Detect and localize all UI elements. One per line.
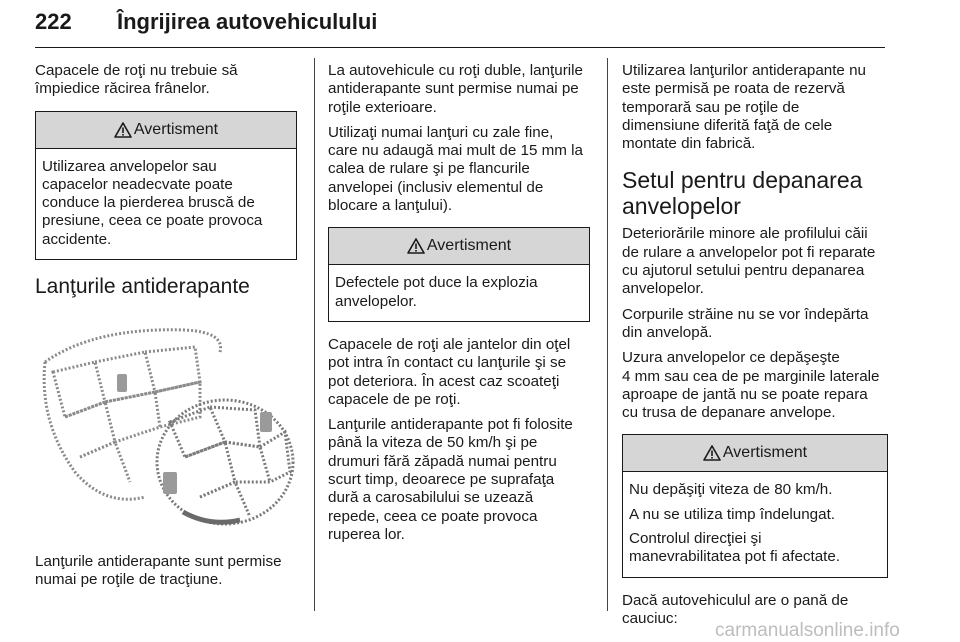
illustration-caption: Lanţurile antiderapante sunt permise numai pe roţile de tracţiune. bbox=[35, 553, 282, 589]
column-3 bbox=[622, 62, 888, 635]
paragraph-minor-damage: Deteriorările minore ale profilului căii de rulare a anvelopelor pot fi reparate cu ajutorul setului pentru depanarea anvelopelor. bbox=[622, 225, 876, 298]
section-heading-snow-chains: Lanţurile antiderapante bbox=[35, 275, 250, 299]
warning-box-1 bbox=[35, 111, 297, 260]
column-1 bbox=[35, 62, 297, 597]
warning-header bbox=[36, 112, 296, 149]
warning-triangle-icon bbox=[703, 445, 721, 461]
warning-body bbox=[623, 472, 887, 576]
page-number: 222 bbox=[35, 9, 72, 34]
snow-chains-illustration bbox=[35, 322, 297, 534]
warning-body bbox=[329, 265, 589, 321]
warning-line-speed: Nu depăşiţi viteza de 80 km/h. bbox=[629, 481, 833, 499]
paragraph-hub-caps: Capacele de roţi ale jantelor din oţel pot intra în contact cu lanţurile şi se pot deteriora. În acest caz scoateţi capacele de pe roţi. bbox=[328, 335, 571, 408]
warning-triangle-icon bbox=[407, 238, 425, 254]
paragraph-fine-links: Utilizaţi numai lanţuri cu zale fine, care nu adaugă mai mult de 15 mm la calea de rulare şi pe flancurile anvelopei (inclusiv elementul de blocare a lanţului). bbox=[328, 123, 583, 215]
page-header bbox=[35, 7, 885, 41]
column-2 bbox=[328, 62, 590, 551]
warning-header bbox=[623, 435, 887, 472]
warning-title: Avertisment bbox=[426, 237, 512, 255]
warning-line-duration: A nu se utiliza timp îndelungat. bbox=[629, 505, 836, 523]
warning-box-2 bbox=[328, 227, 590, 322]
warning-title: Avertisment bbox=[133, 120, 219, 138]
paragraph-speed-limit: Lanţurile antiderapante pot fi folosite până la viteza de 50 km/h şi pe drumuri fără zăpadă numai pentru scurt timp, deoarece pe suprafaţa dură a carosabilului se uzează repede, ceea ce poate provoca ruperea lor. bbox=[328, 416, 573, 543]
warning-header bbox=[329, 228, 589, 265]
warning-triangle-icon bbox=[114, 122, 132, 138]
paragraph-puncture: Dacă autovehiculul are o pană de cauciuc: bbox=[622, 591, 849, 627]
paragraph-dual-wheels: La autovehicule cu roţi duble, lanţurile antiderapante sunt permise numai pe roţile exterioare. bbox=[328, 62, 583, 116]
column-divider-2 bbox=[607, 58, 608, 611]
header-rule bbox=[35, 47, 885, 48]
chapter-title: Îngrijirea autovehiculului bbox=[117, 9, 378, 34]
column-divider-1 bbox=[314, 58, 315, 611]
paragraph-spare-wheel: Utilizarea lanţurilor antiderapante nu este permisă pe roata de rezervă temporară sau pe roţile de dimensiune diferită faţă de cele montate din fabrică. bbox=[622, 62, 866, 153]
warning-box-3 bbox=[622, 434, 888, 577]
warning-line-steering: Controlul direcţiei şi manevrabilitatea pot fi afectate. bbox=[629, 530, 841, 566]
warning-text: Defectele pot duce la explozia anvelopelor. bbox=[335, 274, 538, 310]
warning-body bbox=[36, 149, 296, 259]
warning-text: Utilizarea anvelopelor sau capacelor neadecvate poate conduce la pierderea bruscă de presiune, ceea ce poate provoca accidente. bbox=[42, 157, 263, 248]
paragraph-tyre-wear: Uzura anvelopelor ce depăşeşte 4 mm sau cea de pe marginile laterale aproape de jantă nu se poate repara cu trusa de depanare anvelope. bbox=[622, 349, 880, 422]
paragraph-foreign-bodies: Corpurile străine nu se vor îndepărta din anvelopă. bbox=[622, 305, 869, 341]
watermark: carmanualsonline.info bbox=[715, 620, 900, 641]
section-heading-repair-kit: Setul pentru depanarea anvelopelor bbox=[622, 167, 863, 220]
intro-paragraph: Capacele de roţi nu trebuie să împiedice răcirea frânelor. bbox=[35, 62, 238, 98]
warning-title: Avertisment bbox=[722, 444, 808, 462]
